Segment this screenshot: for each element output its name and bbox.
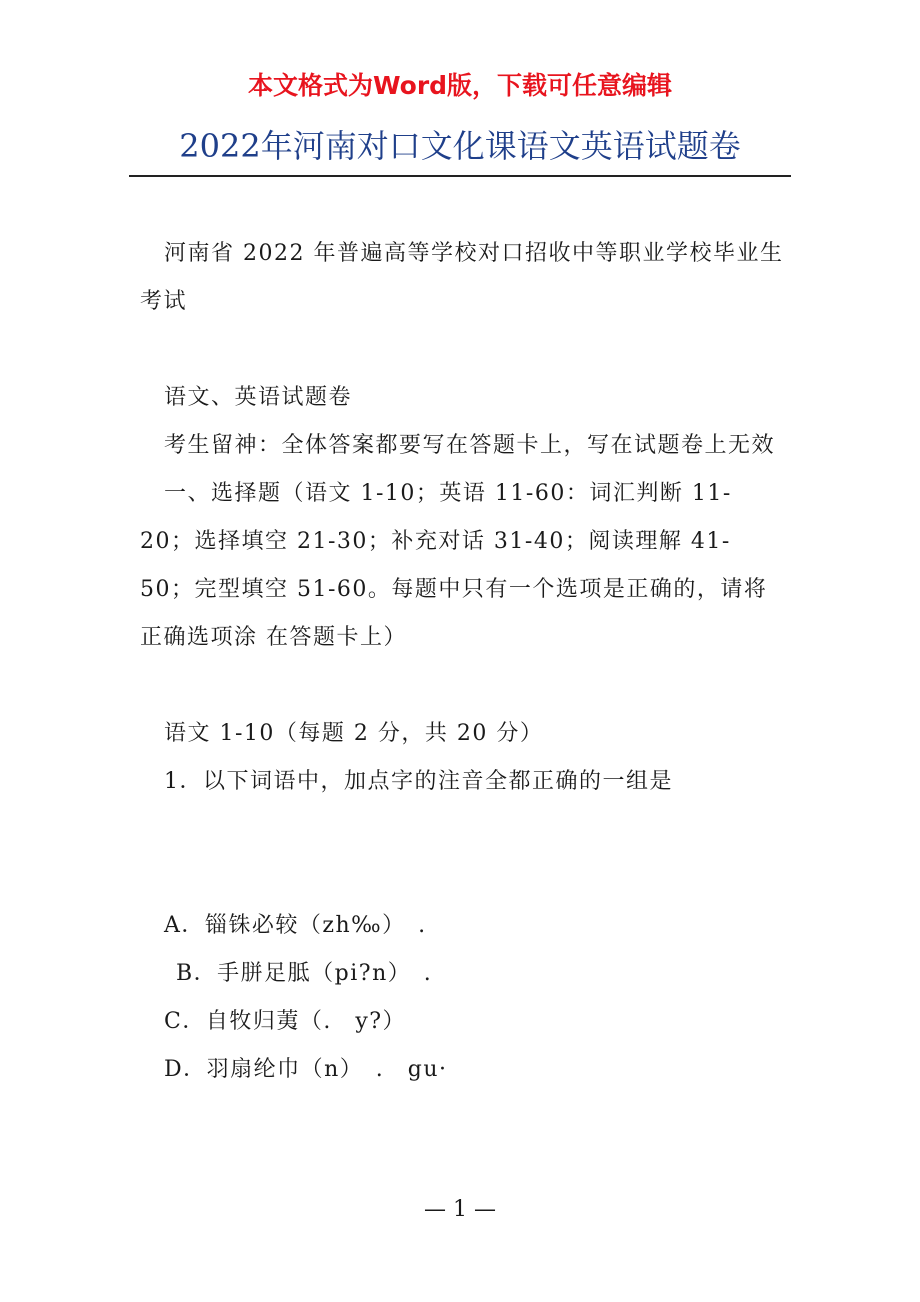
exam-subject: 语文、英语试题卷 (164, 385, 353, 410)
page-number: — 1 — (424, 1197, 496, 1222)
document-title: 2022年河南对口文化课语文英语试题卷 (179, 127, 741, 165)
option-a: A．锱铢必较（zh‰） . (164, 913, 427, 938)
section-one-description: 一、选择题（语文 1-10；英语 11-60：词汇判断 11-20；选择填空 21-30；补充对话 31-40；阅读理解 41-50；完型填空 51-60。每题中只有一个选项是正确的，请将正确选项涂 在答题卡上） (140, 481, 768, 650)
option-b: B．手胼足胝（pi?n） . (176, 961, 433, 986)
spacer (140, 806, 785, 902)
title-divider (129, 175, 791, 177)
option-d: D．羽扇纶巾（n） . gu· (164, 1057, 448, 1082)
document-body (140, 230, 785, 1094)
spacer (140, 326, 785, 374)
option-c: C．自牧归荑（. y?） (164, 1009, 407, 1034)
exam-intro: 河南省 2022 年普遍高等学校对口招收中等职业学校毕业生考试 (140, 241, 784, 314)
exam-instruction: 考生留神：全体答案都要写在答题卡上，写在试题卷上无效 (164, 433, 776, 458)
format-notice: 本文格式为Word版，下载可任意编辑 (247, 71, 673, 100)
spacer (140, 662, 785, 710)
chinese-section-heading: 语文 1-10（每题 2 分，共 20 分） (164, 721, 544, 746)
question-1: 1．以下词语中，加点字的注音全都正确的一组是 (164, 769, 673, 794)
